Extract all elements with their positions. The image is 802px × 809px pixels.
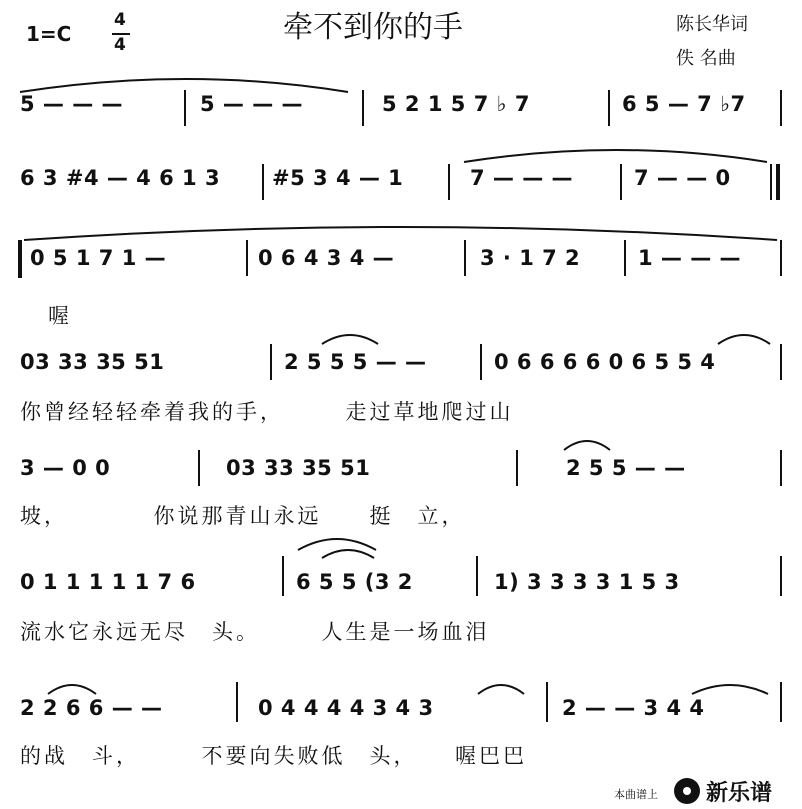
lyrics-row5: 坡， 你说那青山永远 挺 立， bbox=[20, 504, 466, 528]
lyrics-row6: 流水它永远无尽 头。 人生是一场血泪 bbox=[20, 620, 490, 644]
barline bbox=[780, 240, 782, 276]
tie-arc bbox=[562, 436, 612, 452]
barline bbox=[236, 682, 238, 722]
notes-row6-m1: 0 1 1 1 1 1 7 6 bbox=[20, 570, 196, 594]
notes-row3-m2: 0 6 4 3 4 — bbox=[258, 246, 395, 270]
repeat-start-barline bbox=[18, 240, 22, 278]
notes-row1-m1: 5 — — — bbox=[20, 92, 124, 116]
barline bbox=[448, 164, 450, 200]
tie-arc bbox=[18, 74, 358, 94]
notes-row2-m1: 6 3 #4 — 4 6 1 3 bbox=[20, 166, 221, 190]
notes-row4-m1: 03 33 35 51 bbox=[20, 350, 165, 374]
lyricist-credit: 陈长华词 bbox=[676, 14, 748, 35]
lyrics-row4: 你曾经轻轻牵着我的手， 走过草地爬过山 bbox=[20, 400, 514, 424]
notes-row6-m3: 1) 3 3 3 3 1 5 3 bbox=[494, 570, 680, 594]
barline bbox=[546, 682, 548, 722]
tie-arc bbox=[716, 330, 772, 346]
notes-row4-m3: 0 6 6 6 6 0 6 5 5 4 bbox=[494, 350, 716, 374]
notes-row6-m2: 6 5 5 (3 2 bbox=[296, 570, 413, 594]
key-signature: 1=C bbox=[26, 22, 72, 46]
tie-arc bbox=[320, 546, 376, 560]
notes-row1-m2: 5 — — — bbox=[200, 92, 304, 116]
double-barline bbox=[776, 164, 780, 200]
notes-row2-m2: #5 3 4 — 1 bbox=[272, 166, 404, 190]
barline bbox=[780, 450, 782, 486]
tie-arc bbox=[690, 680, 770, 696]
notes-row1-m4: 6 5 — 7 ♭7 bbox=[622, 92, 746, 116]
barline bbox=[780, 556, 782, 596]
lyrics-row3: 喔 bbox=[48, 304, 72, 328]
time-signature-denominator: 4 bbox=[114, 35, 126, 55]
notes-row3-m3: 3 · 1 7 2 bbox=[480, 246, 581, 270]
tie-arc bbox=[462, 144, 772, 164]
barline bbox=[464, 240, 466, 276]
notes-row5-m2: 03 33 35 51 bbox=[226, 456, 371, 480]
barline bbox=[516, 450, 518, 486]
tie-arc bbox=[320, 330, 380, 346]
notes-row1-m3: 5 2 1 5 7 ♭ 7 bbox=[382, 92, 530, 116]
notes-row5-m1: 3 — 0 0 bbox=[20, 456, 111, 480]
notes-row5-m3: 2 5 5 — — bbox=[566, 456, 686, 480]
barline bbox=[770, 164, 772, 200]
disc-logo-icon bbox=[674, 778, 700, 804]
notes-row2-m3: 7 — — — bbox=[470, 166, 574, 190]
time-signature-numerator: 4 bbox=[114, 10, 126, 30]
barline bbox=[282, 556, 284, 596]
barline bbox=[476, 556, 478, 596]
barline bbox=[362, 90, 364, 126]
barline bbox=[780, 90, 782, 126]
notes-row7-m3: 2 — — 3 4 4 bbox=[562, 696, 705, 720]
barline bbox=[780, 344, 782, 380]
barline bbox=[780, 682, 782, 722]
notes-row3-m1: 0 5 1 7 1 — bbox=[30, 246, 167, 270]
footer-prefix: 本曲谱上 bbox=[614, 788, 658, 801]
barline bbox=[624, 240, 626, 276]
barline bbox=[270, 344, 272, 380]
barline bbox=[262, 164, 264, 200]
tie-arc bbox=[476, 680, 526, 696]
notes-row7-m2: 0 4 4 4 4 3 4 3 bbox=[258, 696, 434, 720]
barline bbox=[198, 450, 200, 486]
notes-row7-m1: 2 2 6 6 — — bbox=[20, 696, 163, 720]
barline bbox=[246, 240, 248, 276]
song-title: 牵不到你的手 bbox=[283, 10, 463, 45]
slur-arc bbox=[22, 222, 782, 242]
lyrics-row7: 的战 斗， 不要向失败低 头， 喔巴巴 bbox=[20, 744, 527, 768]
notes-row2-m4: 7 — — 0 bbox=[634, 166, 731, 190]
footer-brand[interactable]: 新乐谱 bbox=[706, 781, 773, 806]
barline bbox=[608, 90, 610, 126]
tie-arc bbox=[46, 680, 98, 696]
composer-credit: 佚 名曲 bbox=[676, 48, 736, 69]
barline bbox=[620, 164, 622, 200]
barline bbox=[184, 90, 186, 126]
barline bbox=[480, 344, 482, 380]
notes-row3-m4: 1 — — — bbox=[638, 246, 742, 270]
notes-row4-m2: 2 5 5 5 — — bbox=[284, 350, 427, 374]
